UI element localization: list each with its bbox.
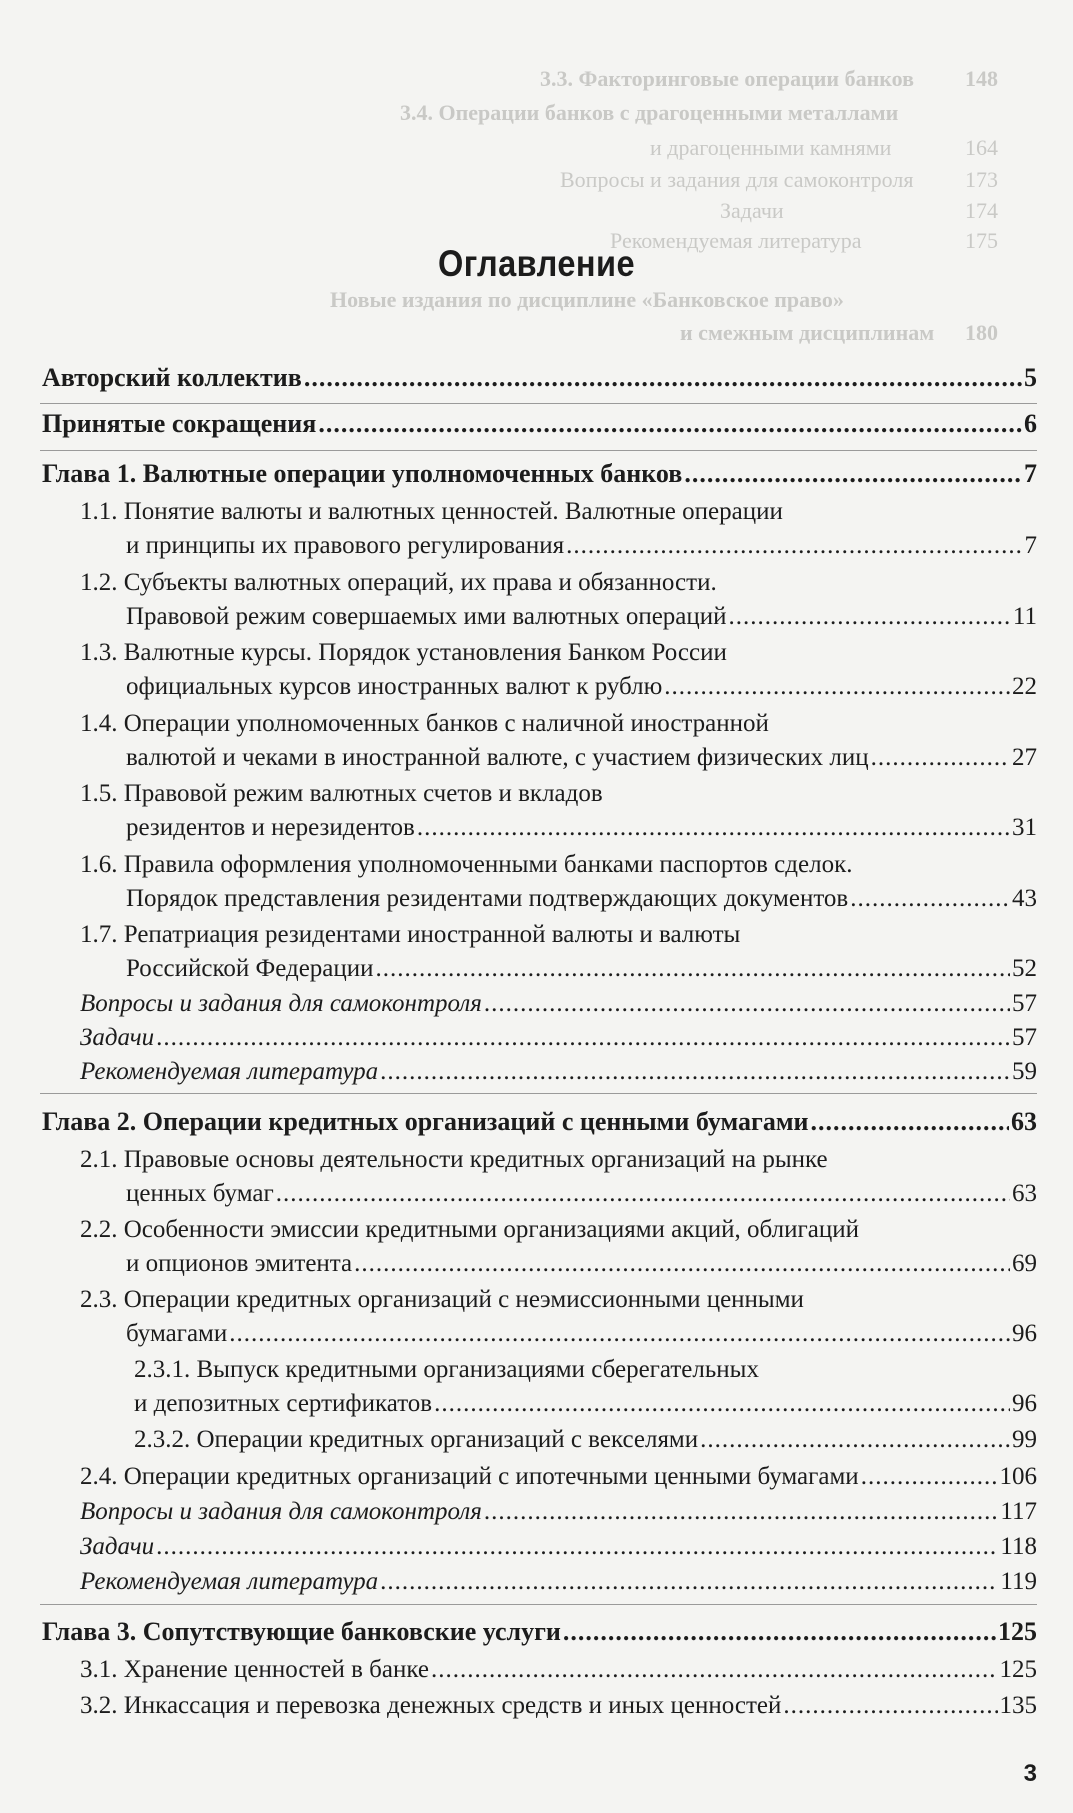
entry-title: 3.2. Инкассация и перевозка денежных средств и иных ценностей [80, 1692, 782, 1719]
leader-dots [434, 1388, 1010, 1419]
toc-entry-chapter-3[interactable] [42, 1616, 1037, 1647]
entry-page: 119 [1000, 1568, 1037, 1595]
toc-entry-tasks-2[interactable] [80, 1531, 1037, 1562]
divider [40, 1604, 1037, 1605]
entry-page: 117 [1000, 1498, 1037, 1525]
entry-title: 1.7. Репатриация резидентами иностранной валюты и валюты [80, 921, 741, 948]
entry-title-cont: официальных курсов иностранных валют к рублю [126, 673, 663, 700]
ghost-line: Новые издания по дисциплине «Банковское право» [330, 287, 844, 312]
toc-entry-authors[interactable] [42, 362, 1037, 393]
toc-entry-literature-2[interactable] [80, 1566, 1037, 1597]
leader-dots [484, 988, 1010, 1019]
entry-page: 7 [1024, 459, 1037, 488]
entry-page: 125 [999, 1656, 1037, 1683]
toc-entry-questions-1[interactable] [80, 988, 1037, 1019]
leader-dots [380, 1566, 998, 1597]
ghost-page: 174 [965, 198, 998, 223]
entry-title: 1.3. Валютные курсы. Порядок установления Банком России [80, 639, 727, 666]
leader-dots [563, 1616, 996, 1647]
leader-dots [811, 1106, 1009, 1137]
entry-title-cont: ценных бумаг [126, 1180, 274, 1207]
leader-dots [861, 1461, 998, 1492]
ghost-page: 175 [965, 228, 998, 253]
entry-page: 31 [1012, 814, 1037, 841]
leader-dots [229, 1318, 1010, 1349]
leader-dots [700, 1424, 1010, 1455]
ghost-page: 180 [965, 320, 998, 345]
entry-page: 43 [1012, 885, 1037, 912]
entry-title-cont: валютой и чеками в иностранной валюте, с участием физических лиц [126, 744, 869, 771]
toc-entry-3-1[interactable] [80, 1654, 1037, 1685]
entry-title: Глава 2. Операции кредитных организаций с ценными бумагами [42, 1107, 809, 1136]
leader-dots [318, 408, 1022, 439]
toc-entry-2-3-2[interactable] [134, 1424, 1037, 1455]
entry-page: 63 [1011, 1107, 1037, 1136]
entry-title-cont: резидентов и нерезидентов [126, 814, 415, 841]
leader-dots [871, 742, 1010, 773]
divider [40, 450, 1037, 451]
entry-page: 22 [1012, 673, 1037, 700]
leader-dots [850, 883, 1010, 914]
toc-entry-1-7[interactable] [126, 953, 1037, 984]
entry-page: 69 [1012, 1250, 1037, 1277]
entry-page: 59 [1012, 1058, 1037, 1085]
toc-entry-1-6[interactable] [126, 883, 1037, 914]
leader-dots [304, 362, 1022, 393]
leader-dots [276, 1178, 1010, 1209]
entry-title: 3.1. Хранение ценностей в банке [80, 1656, 429, 1683]
entry-title: 1.4. Операции уполномоченных банков с наличной иностранной [80, 710, 769, 737]
entry-title: Рекомендуемая литература [80, 1568, 379, 1595]
entry-page: 96 [1012, 1320, 1037, 1347]
leader-dots [376, 953, 1010, 984]
leader-dots [380, 1056, 1010, 1087]
entry-title: Задачи [80, 1533, 155, 1560]
entry-title: Глава 3. Сопутствующие банковские услуги [42, 1617, 561, 1646]
ghost-line: и драгоценными камнями [650, 135, 892, 160]
leader-dots [783, 1690, 997, 1721]
entry-title: 2.3.2. Операции кредитных организаций с векселями [134, 1426, 699, 1453]
entry-title: 1.2. Субъекты валютных операций, их права и обязанности. [80, 569, 717, 596]
toc-entry-1-5[interactable] [126, 812, 1037, 843]
entry-title-cont: Порядок представления резидентами подтверждающих документов [126, 885, 849, 912]
toc-entry-chapter-1[interactable] [42, 458, 1037, 489]
entry-page: 57 [1012, 1024, 1037, 1051]
entry-page: 27 [1012, 744, 1037, 771]
entry-title: Глава 1. Валютные операции уполномоченных банков [42, 459, 683, 488]
leader-dots [156, 1022, 1010, 1053]
entry-title-cont: и принципы их правового регулирования [126, 532, 565, 559]
ghost-line: 3.3. Факторинговые операции банков [540, 66, 914, 91]
leader-dots [354, 1248, 1010, 1279]
entry-title: Задачи [80, 1024, 155, 1051]
entry-title: 1.5. Правовой режим валютных счетов и вкладов [80, 780, 603, 807]
entry-page: 106 [999, 1463, 1037, 1490]
entry-title-cont: Российской Федерации [126, 955, 374, 982]
toc-entry-2-2[interactable] [126, 1248, 1037, 1279]
entry-title: Авторский коллектив [42, 363, 302, 392]
toc-entry-2-4[interactable] [80, 1461, 1037, 1492]
ghost-line: Задачи [720, 198, 784, 223]
toc-entry-2-3[interactable] [126, 1318, 1037, 1349]
entry-page: 57 [1012, 990, 1037, 1017]
entry-page: 125 [998, 1617, 1037, 1646]
entry-title: Принятые сокращения [42, 409, 317, 438]
entry-title: 2.2. Особенности эмиссии кредитными организациями акций, облигаций [80, 1216, 859, 1243]
entry-title: 2.4. Операции кредитных организаций с ипотечными ценными бумагами [80, 1463, 859, 1490]
ghost-line: и смежным дисциплинам [680, 320, 935, 345]
toc-entry-chapter-2[interactable] [42, 1106, 1037, 1137]
divider [40, 1093, 1037, 1094]
bleed-through [0, 0, 1073, 345]
toc-entry-questions-2[interactable] [80, 1496, 1037, 1527]
entry-title: 2.3.1. Выпуск кредитными организациями сберегательных [134, 1356, 759, 1383]
ghost-line: Вопросы и задания для самоконтроля [560, 167, 914, 192]
entry-page: 6 [1024, 409, 1037, 438]
entry-page: 7 [1024, 532, 1037, 559]
page-number: 3 [1023, 1760, 1037, 1787]
entry-page: 96 [1012, 1390, 1037, 1417]
page-title: Оглавление [437, 243, 636, 284]
toc-entry-1-1[interactable] [126, 530, 1037, 561]
leader-dots [417, 812, 1010, 843]
entry-page: 5 [1024, 363, 1037, 392]
toc-entry-2-1[interactable] [126, 1178, 1037, 1209]
entry-title: Вопросы и задания для самоконтроля [80, 1498, 482, 1525]
leader-dots [664, 671, 1010, 702]
toc-entry-1-2[interactable] [126, 601, 1037, 632]
entry-title-cont: и опционов эмитента [126, 1250, 353, 1277]
toc-entry-abbreviations[interactable] [42, 408, 1037, 439]
toc-entry-1-3[interactable] [126, 671, 1037, 702]
entry-title-cont: Правовой режим совершаемых ими валютных операций [126, 603, 727, 630]
leader-dots [156, 1531, 998, 1562]
toc-entry-literature-1[interactable] [80, 1056, 1037, 1087]
leader-dots [684, 458, 1022, 489]
entry-page: 52 [1012, 955, 1037, 982]
entry-title: Рекомендуемая литература [80, 1058, 379, 1085]
entry-title-cont: и депозитных сертификатов [134, 1390, 433, 1417]
toc-entry-tasks-1[interactable] [80, 1022, 1037, 1053]
entry-page: 118 [1000, 1533, 1037, 1560]
leader-dots [729, 601, 1011, 632]
entry-page: 11 [1012, 603, 1037, 630]
ghost-line: Рекомендуемая литература [610, 228, 862, 253]
entry-title: 2.3. Операции кредитных организаций с неэмиссионными ценными [80, 1286, 804, 1313]
entry-page: 99 [1012, 1426, 1037, 1453]
leader-dots [566, 530, 1022, 561]
entry-page: 63 [1012, 1180, 1037, 1207]
entry-title: Вопросы и задания для самоконтроля [80, 990, 482, 1017]
ghost-page: 148 [965, 66, 998, 91]
toc-entry-3-2[interactable] [80, 1690, 1037, 1721]
entry-title: 2.1. Правовые основы деятельности кредитных организаций на рынке [80, 1146, 828, 1173]
ghost-line: 3.4. Операции банков с драгоценными металлами [400, 100, 899, 125]
divider [40, 403, 1037, 404]
entry-title: 1.6. Правила оформления уполномоченными банками паспортов сделок. [80, 851, 853, 878]
entry-page: 135 [999, 1692, 1037, 1719]
entry-title: 1.1. Понятие валюты и валютных ценностей. Валютные операции [80, 498, 783, 525]
ghost-page: 173 [965, 167, 998, 192]
toc-entry-2-3-1[interactable] [134, 1388, 1037, 1419]
toc-entry-1-4[interactable] [126, 742, 1037, 773]
ghost-page: 164 [965, 135, 998, 160]
leader-dots [431, 1654, 998, 1685]
leader-dots [484, 1496, 999, 1527]
entry-title-cont: бумагами [126, 1320, 228, 1347]
